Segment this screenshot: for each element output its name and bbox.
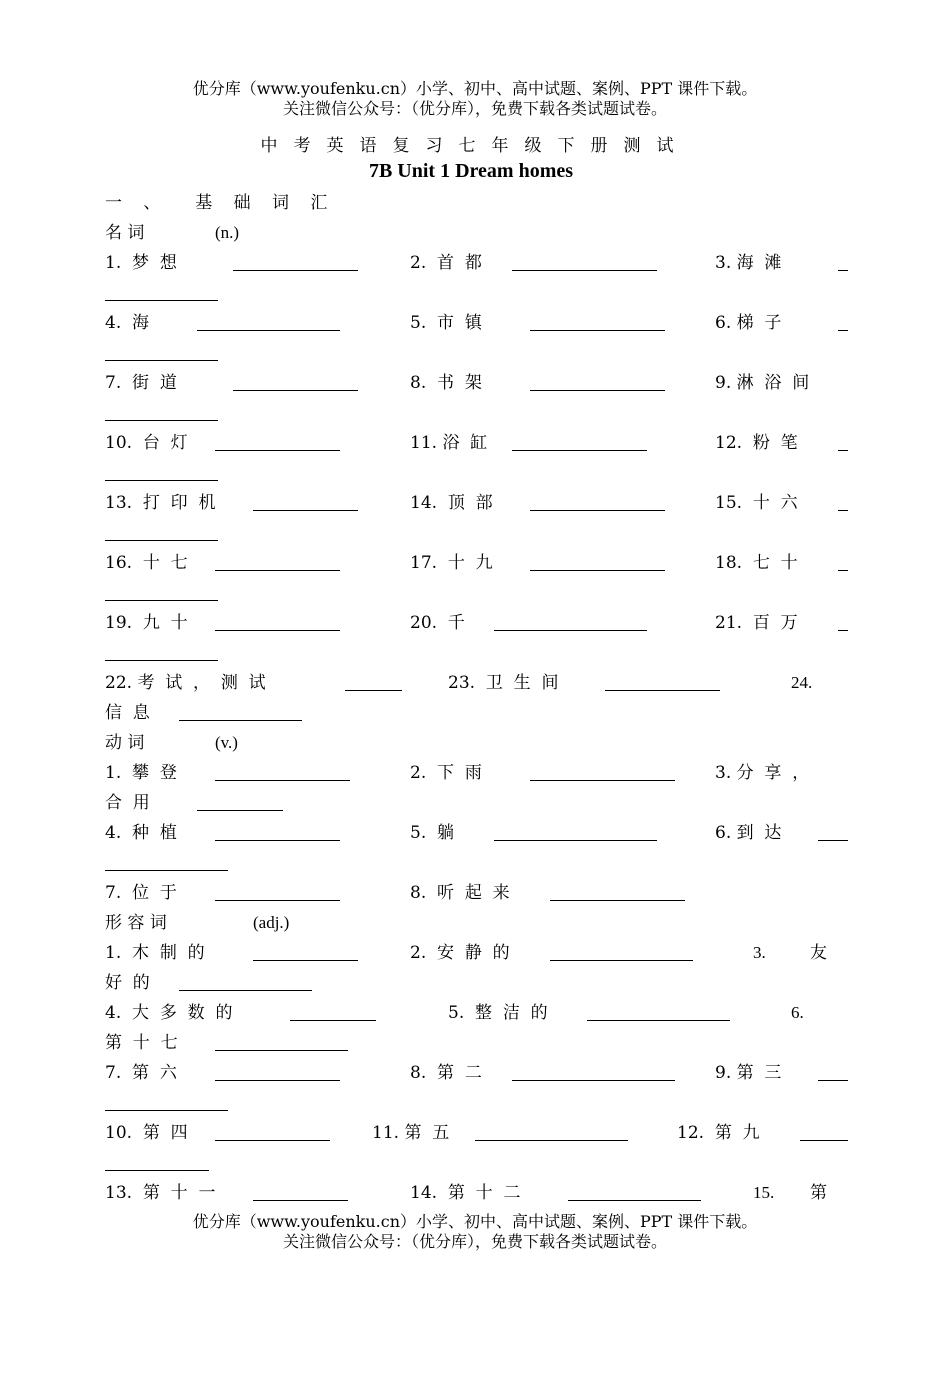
verb-row: 7. 位 于 8. 听 起 来: [105, 878, 850, 908]
answer-blank[interactable]: [530, 510, 665, 511]
answer-blank[interactable]: [233, 270, 358, 271]
answer-blank[interactable]: [530, 780, 675, 781]
answer-blank[interactable]: [215, 780, 350, 781]
answer-blank[interactable]: [290, 1020, 376, 1021]
adjective-row: 7. 第 六 8. 第 二 9. 第 三: [105, 1058, 850, 1088]
answer-blank[interactable]: [512, 450, 647, 451]
noun-row-wrap: [105, 398, 850, 428]
adjective-row-wrap: [105, 1148, 850, 1178]
noun-row: 1. 梦 想 2. 首 都 3. 海 滩: [105, 248, 850, 278]
answer-blank[interactable]: [345, 690, 402, 691]
answer-blank[interactable]: [233, 390, 358, 391]
answer-blank[interactable]: [253, 1200, 348, 1201]
adjective-row: 1. 木 制 的 2. 安 静 的 3. 友: [105, 943, 827, 963]
noun-row: 4. 海 5. 市 镇 6. 梯 子: [105, 308, 850, 338]
answer-blank[interactable]: [215, 840, 340, 841]
answer-blank[interactable]: [215, 450, 340, 451]
noun-row-wrap: [105, 638, 850, 668]
adjective-row-wrap: [105, 1088, 850, 1118]
answer-blank[interactable]: [530, 330, 665, 331]
adjectives-heading: 形 容 词 (adj.): [105, 913, 290, 933]
verb-row-wrap: 合 用: [105, 788, 850, 818]
noun-row: 22. 考 试 ， 测 试 23. 卫 生 间 24.: [105, 673, 813, 693]
noun-row-wrap: 信 息: [105, 698, 850, 728]
noun-row: 13. 打 印 机 14. 顶 部 15. 十 六: [105, 488, 850, 518]
answer-blank[interactable]: [605, 690, 720, 691]
answer-blank[interactable]: [838, 450, 848, 451]
answer-blank[interactable]: [530, 390, 665, 391]
answer-blank[interactable]: [215, 570, 340, 571]
answer-blank[interactable]: [838, 330, 848, 331]
answer-blank[interactable]: [105, 660, 218, 661]
verb-row: 4. 种 植 5. 躺 6. 到 达: [105, 818, 850, 848]
adjective-row: 4. 大 多 数 的 5. 整 洁 的 6.: [105, 1003, 804, 1023]
answer-blank[interactable]: [105, 480, 218, 481]
header-line-1: 优分库（www.youfenku.cn）小学、初中、高中试题、案例、PPT 课件下载。: [192, 79, 758, 98]
answer-blank[interactable]: [197, 330, 340, 331]
answer-blank[interactable]: [215, 1140, 330, 1141]
footer-line-1: 优分库（www.youfenku.cn）小学、初中、高中试题、案例、PPT 课件下载。: [192, 1212, 758, 1231]
answer-blank[interactable]: [105, 870, 228, 871]
noun-row: 16. 十 七 17. 十 九 18. 七 十: [105, 548, 850, 578]
answer-blank[interactable]: [179, 990, 312, 991]
noun-row-wrap: [105, 338, 850, 368]
answer-blank[interactable]: [215, 1050, 348, 1051]
adjective-row: 10. 第 四 11. 第 五 12. 第 九: [105, 1118, 850, 1148]
answer-blank[interactable]: [253, 960, 358, 961]
answer-blank[interactable]: [197, 810, 283, 811]
adjective-row: 13. 第 十 一 14. 第 十 二 15. 第: [105, 1183, 827, 1203]
answer-blank[interactable]: [818, 840, 848, 841]
adjective-row-wrap: 好 的: [105, 968, 850, 998]
answer-blank[interactable]: [105, 360, 218, 361]
verbs-heading: 动 词 (v.): [105, 733, 238, 753]
answer-blank[interactable]: [215, 630, 340, 631]
answer-blank[interactable]: [215, 1080, 340, 1081]
answer-blank[interactable]: [838, 570, 848, 571]
header-line-2: 关注微信公众号：（优分库），免费下载各类试题试卷。: [282, 99, 667, 118]
answer-blank[interactable]: [568, 1200, 701, 1201]
page-title: 7B Unit 1 Dream homes: [368, 160, 574, 182]
section-heading-basic-vocabulary: 一 、 基 础 词 汇: [105, 193, 336, 213]
footer-line-2: 关注微信公众号：（优分库），免费下载各类试题试卷。: [282, 1232, 667, 1251]
answer-blank[interactable]: [105, 1170, 209, 1171]
page-title-chinese: 中考英语复习七年级下册测试: [260, 136, 690, 156]
verb-row: 1. 攀 登 2. 下 雨 3. 分 享 ，: [105, 763, 810, 783]
answer-blank[interactable]: [818, 1080, 848, 1081]
nouns-heading: 名 词 (n.): [105, 223, 240, 243]
answer-blank[interactable]: [587, 1020, 730, 1021]
answer-blank[interactable]: [105, 420, 218, 421]
answer-blank[interactable]: [800, 1140, 848, 1141]
answer-blank[interactable]: [105, 300, 218, 301]
answer-blank[interactable]: [530, 570, 665, 571]
verb-row-wrap: [105, 848, 850, 878]
noun-row-wrap: [105, 458, 850, 488]
answer-blank[interactable]: [179, 720, 302, 721]
answer-blank[interactable]: [253, 510, 358, 511]
answer-blank[interactable]: [105, 600, 218, 601]
answer-blank[interactable]: [494, 630, 647, 631]
answer-blank[interactable]: [494, 840, 657, 841]
noun-row: 19. 九 十 20. 千 21. 百 万: [105, 608, 850, 638]
noun-row: 10. 台 灯 11. 浴 缸 12. 粉 笔: [105, 428, 850, 458]
answer-blank[interactable]: [512, 1080, 675, 1081]
noun-row-wrap: [105, 578, 850, 608]
answer-blank[interactable]: [550, 900, 685, 901]
answer-blank[interactable]: [475, 1140, 628, 1141]
answer-blank[interactable]: [215, 900, 340, 901]
answer-blank[interactable]: [838, 510, 848, 511]
answer-blank[interactable]: [512, 270, 657, 271]
answer-blank[interactable]: [105, 1110, 228, 1111]
noun-row-wrap: [105, 278, 850, 308]
answer-blank[interactable]: [105, 540, 218, 541]
answer-blank[interactable]: [838, 630, 848, 631]
adjective-row-wrap: 第 十 七: [105, 1028, 850, 1058]
answer-blank[interactable]: [838, 270, 848, 271]
answer-blank[interactable]: [550, 960, 693, 961]
noun-row-wrap: [105, 518, 850, 548]
noun-row: 7. 街 道 8. 书 架 9. 淋 浴 间: [105, 373, 810, 393]
